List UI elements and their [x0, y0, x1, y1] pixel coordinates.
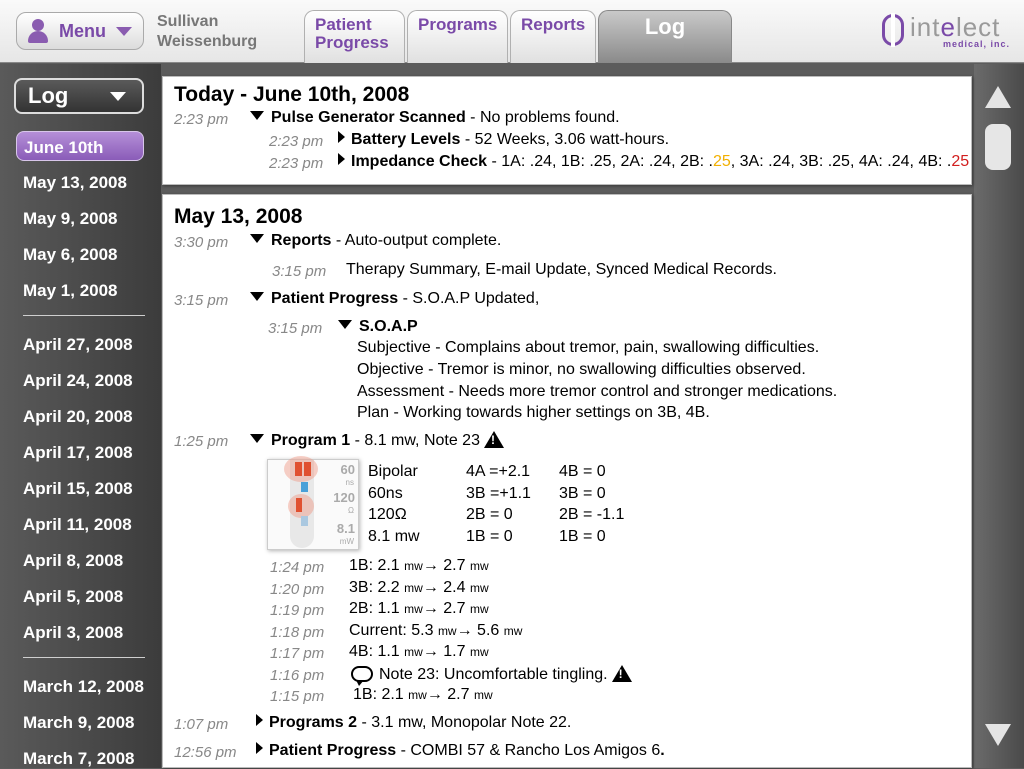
expand-arrow-icon[interactable]	[338, 153, 345, 165]
scroll-down-arrow-icon[interactable]	[985, 724, 1011, 746]
program-param: 1B = 0	[559, 528, 606, 545]
program-param: 2B = 0	[466, 506, 513, 523]
entry-time: 1:07 pm	[174, 716, 229, 733]
entry-time: 1:19 pm	[270, 602, 325, 619]
sidebar-date[interactable]: May 13, 2008	[23, 173, 127, 192]
chevron-down-icon	[116, 27, 132, 36]
log-entry: Pulse Generator Scanned - No problems found.	[250, 109, 620, 127]
warning-icon	[612, 665, 632, 681]
scroll-thumb[interactable]	[985, 124, 1011, 170]
program-param: 4A =+2.1	[466, 463, 531, 480]
expand-arrow-icon[interactable]	[256, 742, 263, 754]
sidebar-date[interactable]: April 15, 2008	[23, 479, 133, 498]
panel-title: Today - June 10th, 2008	[174, 83, 410, 106]
entry-time: 3:30 pm	[174, 234, 229, 251]
sidebar-date[interactable]: April 27, 2008	[23, 335, 133, 354]
setting-change: 4B: 1.1 mw→ 1.7 mw	[349, 643, 489, 660]
sidebar-date[interactable]: May 1, 2008	[23, 281, 118, 300]
program-param: 3B =+1.1	[466, 485, 531, 502]
tab-programs[interactable]: Programs	[407, 10, 508, 63]
log-filter-select[interactable]: Log	[14, 78, 144, 114]
log-entry: Battery Levels - 52 Weeks, 3.06 watt-hours.	[338, 131, 669, 149]
log-entry: Impedance Check - 1A: .24, 1B: .25, 2A: .24, 2B: .25, 3A: .24, 3B: .25, 4A: .24, 4B: .25	[338, 153, 969, 171]
log-entry: Programs 2 - 3.1 mw, Monopolar Note 22.	[256, 714, 571, 732]
entry-time: 2:23 pm	[269, 133, 324, 150]
entry-time: 3:15 pm	[268, 320, 323, 337]
sidebar-date[interactable]: March 9, 2008	[23, 713, 135, 732]
sidebar-date[interactable]: April 17, 2008	[23, 443, 133, 462]
sidebar-date[interactable]: April 20, 2008	[23, 407, 133, 426]
program-param: 1B = 0	[466, 528, 513, 545]
entry-time: 3:15 pm	[174, 292, 229, 309]
entry-time: 1:24 pm	[270, 559, 325, 576]
log-subentry: Therapy Summary, E-mail Update, Synced Medical Records.	[346, 261, 777, 278]
program-param: 4B = 0	[559, 463, 606, 480]
sidebar-date[interactable]: March 12, 2008	[23, 677, 144, 696]
setting-change: Current: 5.3 mw→ 5.6 mw	[349, 622, 523, 639]
tab-reports[interactable]: Reports	[510, 10, 596, 63]
program-lead-thumbnail[interactable]: 60 ns 120 Ω 8.1 mW	[267, 459, 359, 550]
note-entry[interactable]: Note 23: Uncomfortable tingling.!	[351, 665, 632, 684]
menu-button[interactable]	[16, 12, 144, 50]
log-entry: Patient Progress - S.O.A.P Updated,	[250, 290, 539, 308]
top-bar	[0, 0, 1024, 63]
log-entry: Program 1 - 8.1 mw, Note 23!	[250, 431, 504, 450]
entry-time: 2:23 pm	[174, 111, 229, 128]
program-param: 60ns	[368, 485, 403, 502]
collapse-arrow-icon[interactable]	[338, 320, 352, 329]
entry-time: 1:15 pm	[270, 688, 325, 705]
entry-time: 3:15 pm	[272, 263, 327, 280]
entry-time: 1:25 pm	[174, 433, 229, 450]
sidebar-date-selected[interactable]: June 10th	[16, 131, 144, 161]
intelect-logo: intelect medical, inc.	[880, 14, 1012, 50]
tab-patient-progress[interactable]: Patient Progress	[304, 10, 405, 63]
soap-line: Objective - Tremor is minor, no swallowing difficulties observed.	[357, 361, 806, 378]
sidebar-date[interactable]: May 9, 2008	[23, 209, 118, 228]
speech-bubble-icon	[351, 666, 373, 682]
log-entry: Reports - Auto-output complete.	[250, 232, 501, 250]
panel-title: May 13, 2008	[174, 205, 303, 228]
setting-change: 3B: 2.2 mw→ 2.4 mw	[349, 579, 489, 596]
user-icon	[25, 18, 51, 44]
entry-time: 1:18 pm	[270, 624, 325, 641]
program-param: Bipolar	[368, 463, 418, 480]
collapse-arrow-icon[interactable]	[250, 234, 264, 243]
entry-time: 12:56 pm	[174, 744, 237, 761]
expand-arrow-icon[interactable]	[256, 714, 263, 726]
sidebar-date[interactable]: March 7, 2008	[23, 749, 135, 768]
logo-mark-icon	[882, 14, 904, 46]
program-param: 8.1 mw	[368, 528, 420, 545]
log-entry: Patient Progress - COMBI 57 & Rancho Los Amigos 6.	[256, 742, 665, 760]
collapse-arrow-icon[interactable]	[250, 292, 264, 301]
log-panel-today	[162, 76, 972, 185]
sidebar-date[interactable]: May 6, 2008	[23, 245, 118, 264]
entry-time: 1:17 pm	[270, 645, 325, 662]
chevron-down-icon	[110, 92, 126, 101]
scrollbar	[974, 64, 1024, 768]
sidebar-date[interactable]: April 3, 2008	[23, 623, 124, 642]
setting-change: 1B: 2.1 mw→ 2.7 mw	[349, 557, 489, 574]
scroll-up-arrow-icon[interactable]	[985, 86, 1011, 108]
sidebar-date[interactable]: April 8, 2008	[23, 551, 124, 570]
soap-line: Assessment - Needs more tremor control and stronger medications.	[357, 383, 838, 400]
setting-change: 1B: 2.1 mw→ 2.7 mw	[353, 686, 493, 703]
patient-name: Sullivan Weissenburg	[157, 13, 258, 50]
soap-line: Subjective - Complains about tremor, pain, swallowing difficulties.	[357, 339, 820, 356]
collapse-arrow-icon[interactable]	[250, 434, 264, 443]
log-panel-may-13	[162, 194, 972, 768]
sidebar-date[interactable]: April 5, 2008	[23, 587, 124, 606]
sidebar	[0, 64, 161, 768]
sidebar-divider	[23, 657, 145, 658]
entry-time: 2:23 pm	[269, 155, 324, 172]
program-param: 120Ω	[368, 506, 407, 523]
program-param: 2B = -1.1	[559, 506, 625, 523]
setting-change: 2B: 1.1 mw→ 2.7 mw	[349, 600, 489, 617]
sidebar-divider	[23, 315, 145, 316]
log-subentry: S.O.A.P	[338, 318, 418, 336]
entry-time: 1:20 pm	[270, 581, 325, 598]
menu-label: Menu	[59, 20, 106, 41]
warning-icon	[484, 431, 504, 447]
soap-line: Plan - Working towards higher settings on 3B, 4B.	[357, 404, 710, 421]
sidebar-date[interactable]: April 11, 2008	[23, 515, 132, 534]
expand-arrow-icon[interactable]	[338, 131, 345, 143]
collapse-arrow-icon[interactable]	[250, 111, 264, 120]
entry-time: 1:16 pm	[270, 667, 325, 684]
sidebar-date[interactable]: April 24, 2008	[23, 371, 133, 390]
program-param: 3B = 0	[559, 485, 606, 502]
tab-log[interactable]: Log	[598, 10, 732, 63]
